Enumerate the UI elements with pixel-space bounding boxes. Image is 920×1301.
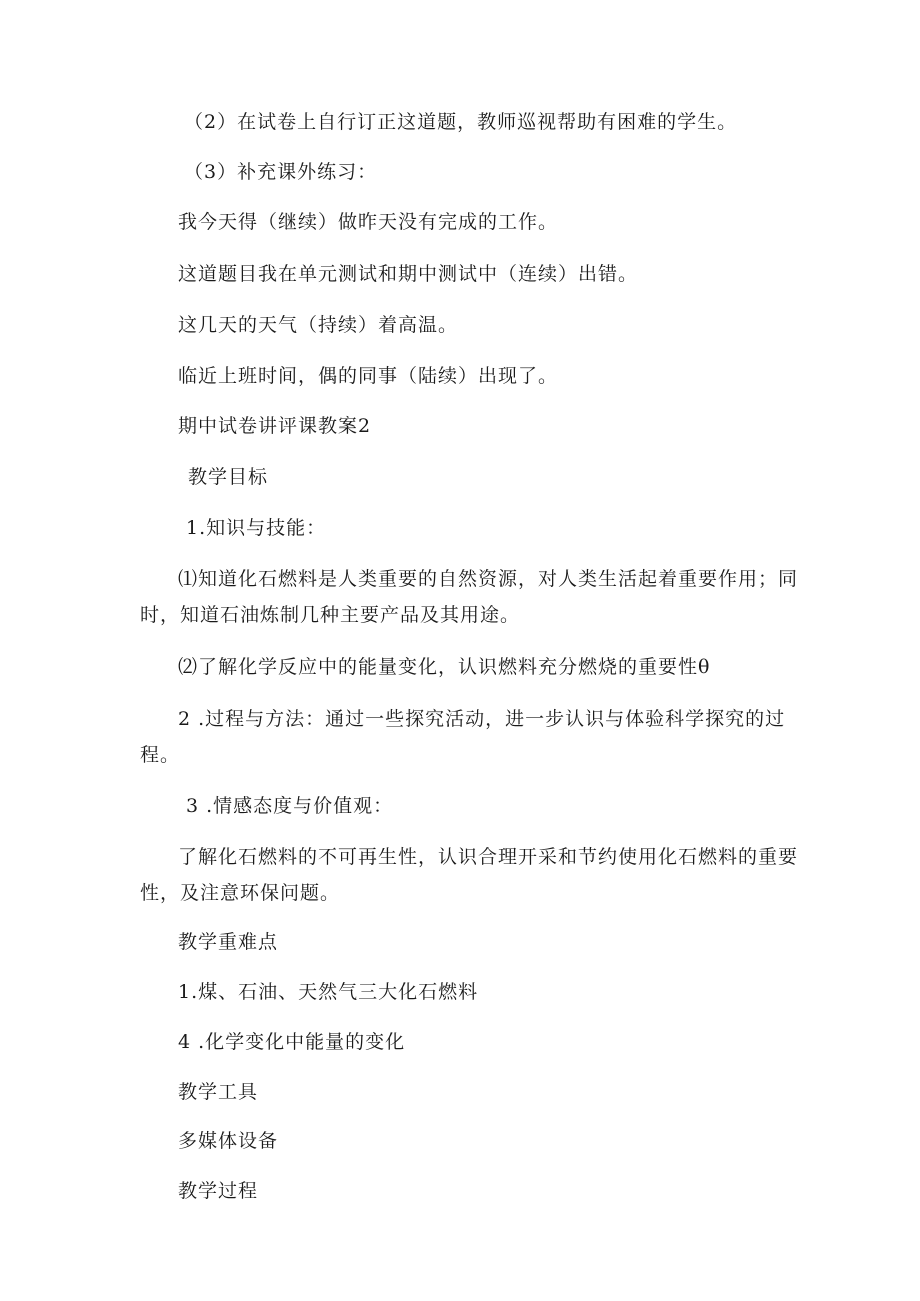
heading-teaching-goals: 教学目标 (188, 466, 269, 488)
paragraph-process-method: 2 .过程与方法：通过一些探究活动，进一步认识与体验科学探究的过程。 (140, 708, 786, 766)
text-line-energy-change: ⑵了解化学反应中的能量变化，认识燃料充分燃烧的重要性θ (178, 656, 711, 678)
heading-teaching-tools: 教学工具 (178, 1081, 259, 1103)
text-line-exercise-1: 我今天得（继续）做昨天没有完成的工作。 (178, 211, 559, 233)
heading-knowledge-skills: 1.知识与技能： (186, 517, 327, 539)
text-line-exercise-3: 这几天的天气（持续）着高温。 (178, 314, 459, 336)
section-title-lesson-plan-2: 期中试卷讲评课教案2 (178, 415, 372, 437)
heading-teaching-process: 教学过程 (178, 1180, 259, 1202)
heading-attitude-values: 3 .情感态度与价值观： (186, 795, 394, 817)
text-line-exercise-4: 临近上班时间，偶的同事（陆续）出现了。 (178, 365, 559, 387)
text-line-extra-exercise-heading: （3）补充课外练习： (184, 161, 378, 183)
paragraph-fossil-fuels: ⑴知道化石燃料是人类重要的自然资源，对人类生活起着重要作用；同时，知道石油炼制几种主要产品及其用途。 (140, 568, 799, 626)
text-line-exercise-2: 这道题目我在单元测试和期中测试中（连续）出错。 (178, 263, 639, 285)
heading-key-difficult-points: 教学重难点 (178, 931, 279, 953)
text-line-correction-step: （2）在试卷上自行订正这道题，教师巡视帮助有困难的学生。 (184, 111, 738, 133)
paragraph-non-renewable: 了解化石燃料的不可再生性，认识合理开采和节约使用化石燃料的重要性，及注意环保问题。 (140, 846, 799, 904)
text-line-energy-in-chemistry: 4 .化学变化中能量的变化 (178, 1031, 406, 1053)
text-line-three-fossil-fuels: 1.煤、石油、天然气三大化石燃料 (178, 981, 479, 1003)
text-line-multimedia-equipment: 多媒体设备 (178, 1130, 279, 1152)
